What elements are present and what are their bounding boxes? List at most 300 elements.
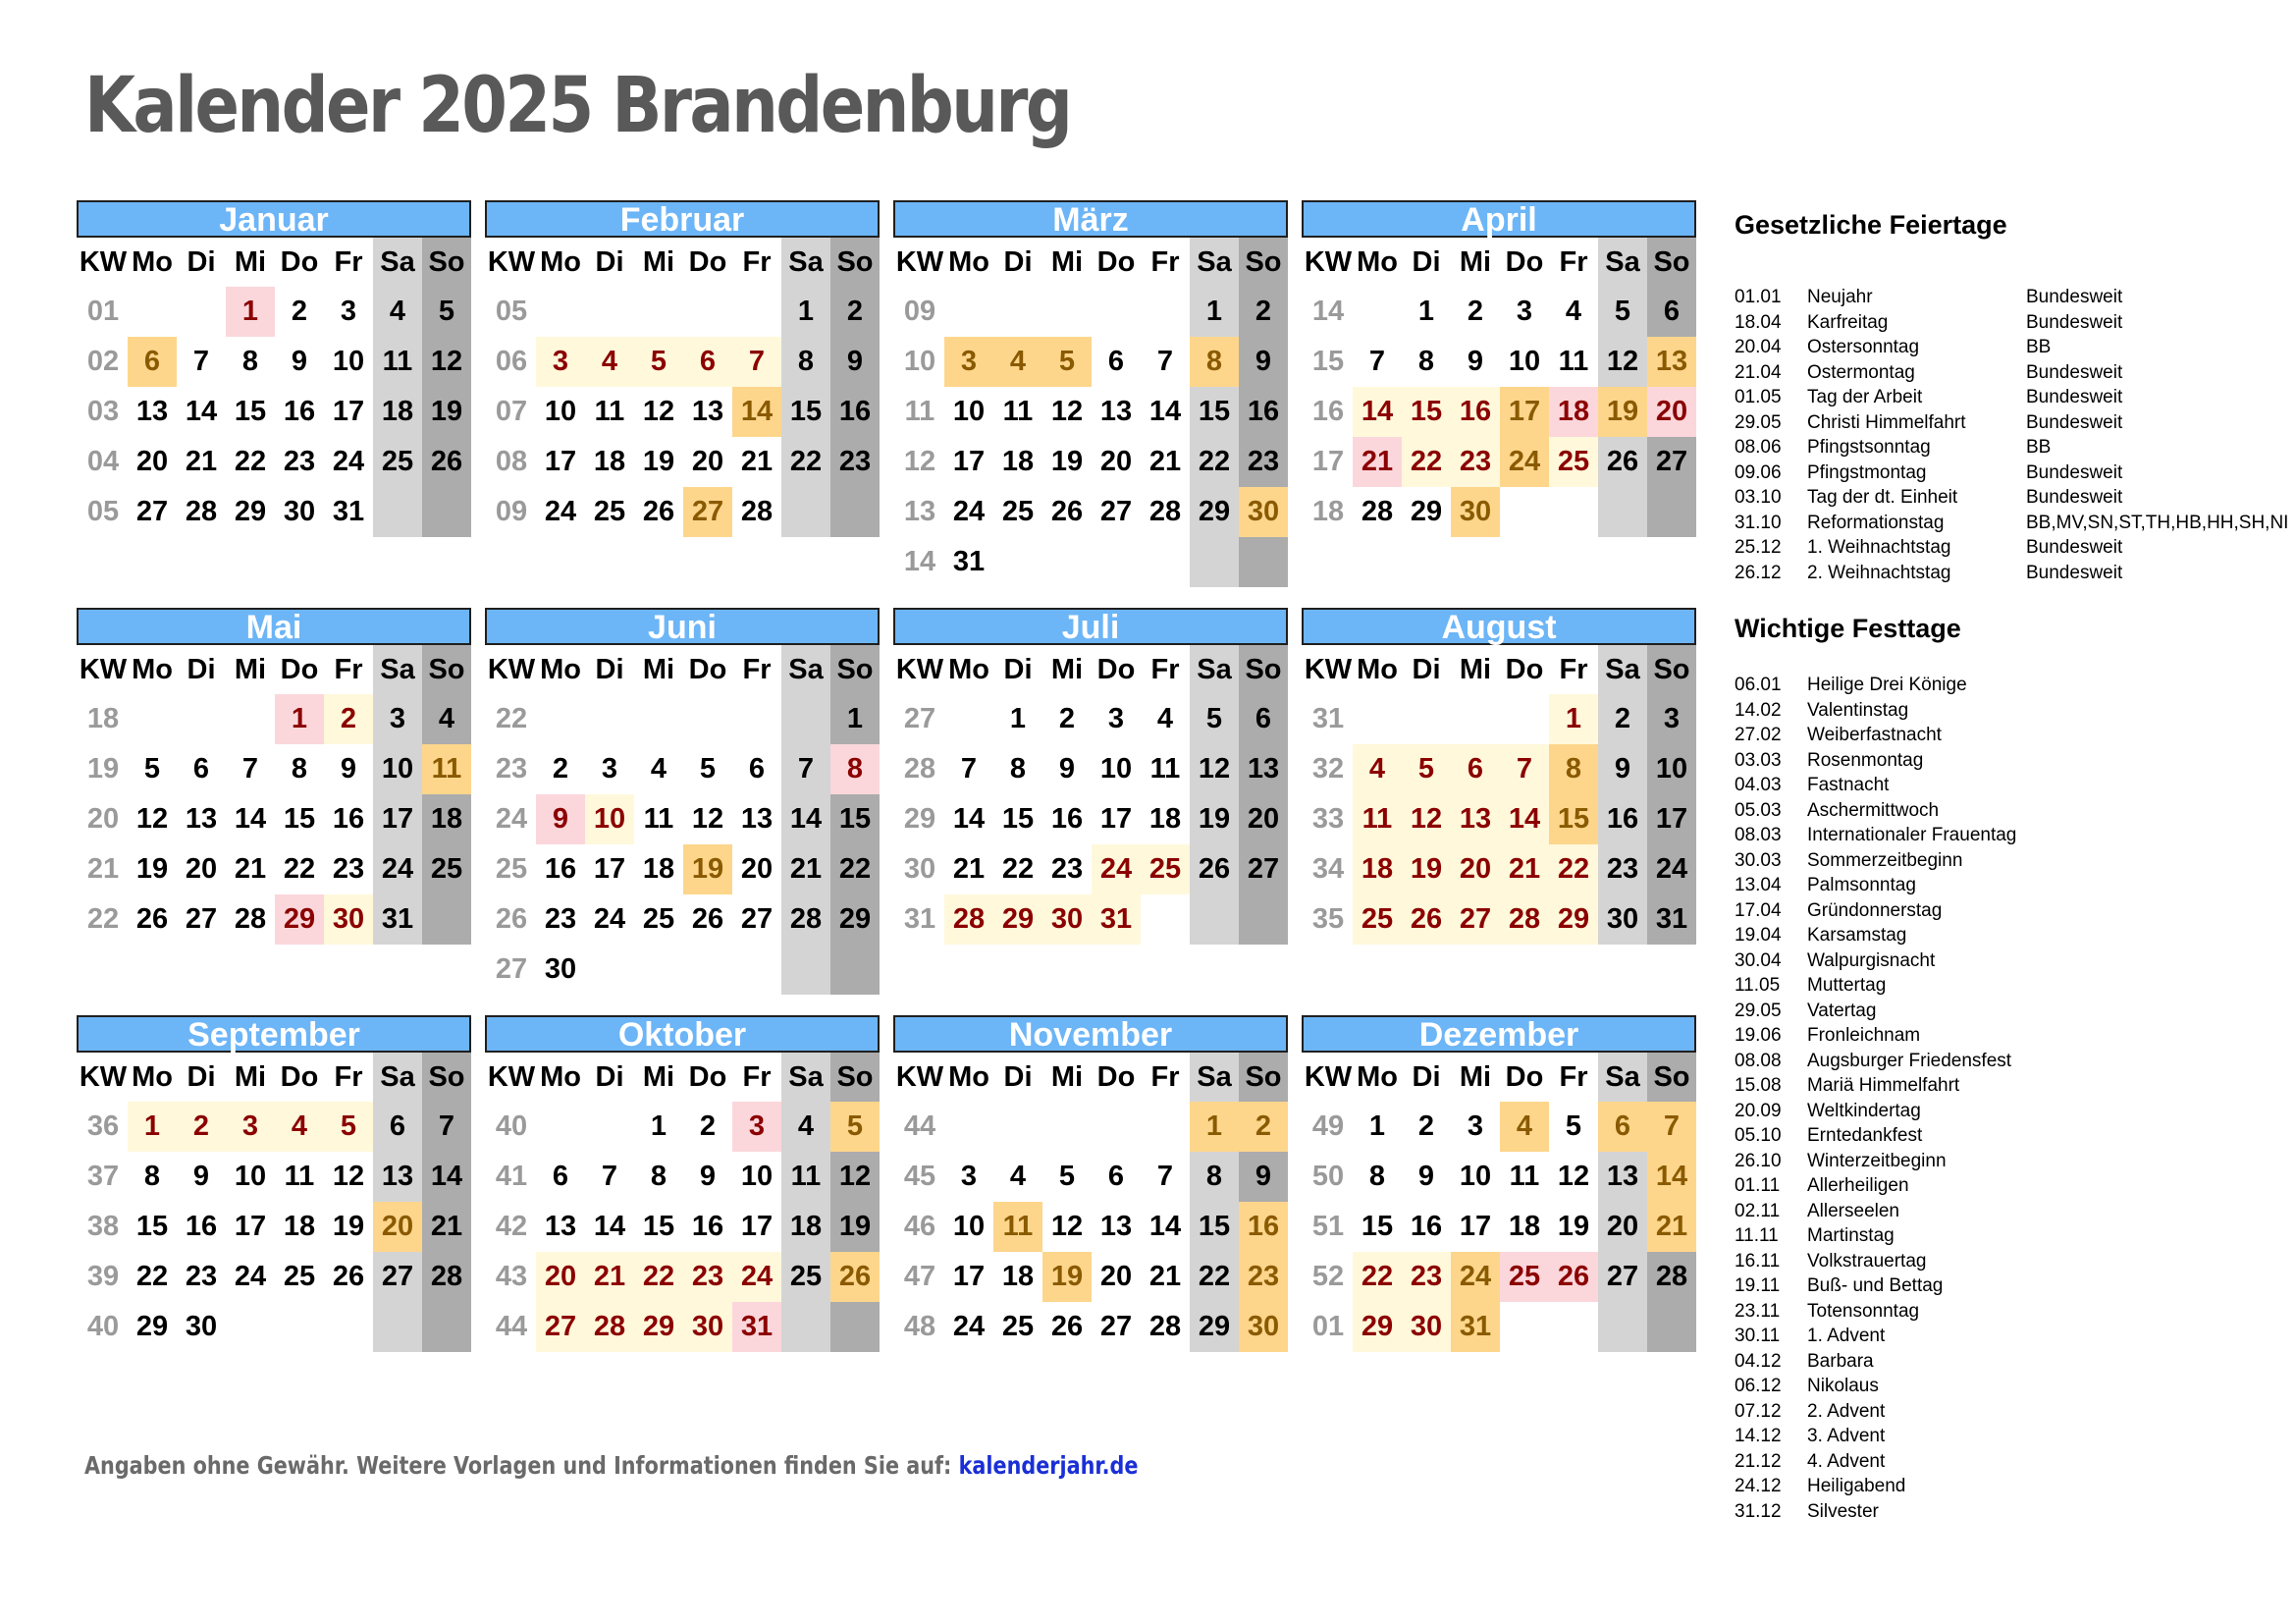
day-cell[interactable]: 15 <box>838 803 872 835</box>
day-cell[interactable]: 20 <box>373 1202 422 1252</box>
day-cell[interactable]: 30 <box>1239 487 1288 537</box>
day-cell[interactable]: 28 <box>234 903 267 935</box>
day-cell[interactable]: 22 <box>1549 844 1598 894</box>
day-cell[interactable]: 1 <box>1417 296 1435 327</box>
day-cell[interactable]: 8 <box>1205 1161 1223 1192</box>
day-cell[interactable]: 22 <box>1353 1252 1402 1302</box>
day-cell[interactable]: 21 <box>1647 1202 1696 1252</box>
day-cell[interactable]: 1 <box>1205 296 1223 327</box>
day-cell[interactable]: 6 <box>1663 296 1681 327</box>
day-cell[interactable]: 24 <box>1655 853 1688 885</box>
day-cell[interactable]: 8 <box>291 753 308 785</box>
day-cell[interactable]: 14 <box>732 387 781 437</box>
day-cell[interactable]: 26 <box>1050 496 1084 527</box>
day-cell[interactable]: 1 <box>650 1110 667 1142</box>
day-cell[interactable]: 14 <box>593 1211 626 1242</box>
day-cell[interactable]: 4 <box>1156 703 1174 734</box>
day-cell[interactable]: 14 <box>1148 1211 1182 1242</box>
day-cell[interactable]: 1 <box>128 1102 177 1152</box>
day-cell[interactable]: 23 <box>283 446 316 477</box>
day-cell[interactable]: 20 <box>1247 803 1280 835</box>
day-cell[interactable]: 11 <box>790 1161 822 1192</box>
day-cell[interactable]: 30 <box>1042 894 1092 945</box>
day-cell[interactable]: 11 <box>1149 753 1181 785</box>
day-cell[interactable]: 4 <box>1353 744 1402 794</box>
day-cell[interactable]: 25 <box>1001 496 1035 527</box>
day-cell[interactable]: 5 <box>1042 337 1092 387</box>
day-cell[interactable]: 30 <box>283 496 316 527</box>
day-cell[interactable]: 23 <box>1050 853 1084 885</box>
day-cell[interactable]: 11 <box>284 1161 315 1192</box>
day-cell[interactable]: 29 <box>993 894 1042 945</box>
day-cell[interactable]: 29 <box>275 894 324 945</box>
day-cell[interactable]: 21 <box>952 853 986 885</box>
day-cell[interactable]: 6 <box>552 1161 569 1192</box>
day-cell[interactable]: 30 <box>1451 487 1500 537</box>
day-cell[interactable]: 5 <box>1205 703 1223 734</box>
day-cell[interactable]: 28 <box>430 1261 463 1292</box>
day-cell[interactable]: 21 <box>789 853 823 885</box>
day-cell[interactable]: 7 <box>601 1161 618 1192</box>
day-cell[interactable]: 29 <box>1549 894 1598 945</box>
day-cell[interactable]: 24 <box>952 1311 986 1342</box>
day-cell[interactable]: 26 <box>642 496 675 527</box>
day-cell[interactable]: 19 <box>1402 844 1451 894</box>
day-cell[interactable]: 12 <box>430 346 463 377</box>
day-cell[interactable]: 25 <box>642 903 675 935</box>
day-cell[interactable]: 11 <box>1509 1161 1540 1192</box>
day-cell[interactable]: 14 <box>952 803 986 835</box>
day-cell[interactable]: 29 <box>838 903 872 935</box>
day-cell[interactable]: 13 <box>1647 337 1696 387</box>
day-cell[interactable]: 15 <box>1198 396 1231 427</box>
day-cell[interactable]: 1 <box>275 694 324 744</box>
day-cell[interactable]: 9 <box>1058 753 1076 785</box>
day-cell[interactable]: 3 <box>601 753 618 785</box>
day-cell[interactable]: 23 <box>1247 446 1280 477</box>
day-cell[interactable]: 8 <box>1368 1161 1386 1192</box>
day-cell[interactable]: 24 <box>1500 437 1549 487</box>
day-cell[interactable]: 31 <box>1092 894 1141 945</box>
day-cell[interactable]: 27 <box>381 1261 414 1292</box>
day-cell[interactable]: 7 <box>192 346 210 377</box>
day-cell[interactable]: 7 <box>732 337 781 387</box>
day-cell[interactable]: 9 <box>1255 1161 1272 1192</box>
day-cell[interactable]: 3 <box>226 1102 275 1152</box>
day-cell[interactable]: 18 <box>1549 387 1598 437</box>
day-cell[interactable]: 2 <box>846 296 864 327</box>
day-cell[interactable]: 18 <box>642 853 675 885</box>
day-cell[interactable]: 11 <box>1558 346 1589 377</box>
day-cell[interactable]: 20 <box>135 446 169 477</box>
day-cell[interactable]: 25 <box>1549 437 1598 487</box>
day-cell[interactable]: 15 <box>789 396 823 427</box>
day-cell[interactable]: 19 <box>642 446 675 477</box>
day-cell[interactable]: 19 <box>1042 1252 1092 1302</box>
day-cell[interactable]: 16 <box>1239 1202 1288 1252</box>
day-cell[interactable]: 25 <box>1353 894 1402 945</box>
day-cell[interactable]: 15 <box>1402 387 1451 437</box>
day-cell[interactable]: 16 <box>283 396 316 427</box>
day-cell[interactable]: 31 <box>1451 1302 1500 1352</box>
day-cell[interactable]: 19 <box>683 844 732 894</box>
day-cell[interactable]: 2 <box>1058 703 1076 734</box>
day-cell[interactable]: 1 <box>846 703 864 734</box>
day-cell[interactable]: 22 <box>1001 853 1035 885</box>
day-cell[interactable]: 23 <box>185 1261 218 1292</box>
day-cell[interactable]: 2 <box>1417 1110 1435 1142</box>
day-cell[interactable]: 1 <box>1190 1102 1239 1152</box>
day-cell[interactable]: 18 <box>1353 844 1402 894</box>
day-cell[interactable]: 30 <box>324 894 373 945</box>
day-cell[interactable]: 24 <box>544 496 577 527</box>
day-cell[interactable]: 18 <box>1148 803 1182 835</box>
day-cell[interactable]: 12 <box>1198 753 1231 785</box>
day-cell[interactable]: 6 <box>748 753 766 785</box>
day-cell[interactable]: 17 <box>593 853 626 885</box>
day-cell[interactable]: 7 <box>1500 744 1549 794</box>
day-cell[interactable]: 13 <box>381 1161 414 1192</box>
day-cell[interactable]: 29 <box>1198 1311 1231 1342</box>
day-cell[interactable]: 22 <box>135 1261 169 1292</box>
day-cell[interactable]: 7 <box>1647 1102 1696 1152</box>
day-cell[interactable]: 8 <box>830 744 880 794</box>
day-cell[interactable]: 23 <box>1606 853 1639 885</box>
day-cell[interactable]: 13 <box>135 396 169 427</box>
day-cell[interactable]: 13 <box>1247 753 1280 785</box>
day-cell[interactable]: 25 <box>1141 844 1190 894</box>
day-cell[interactable]: 13 <box>1606 1161 1639 1192</box>
day-cell[interactable]: 5 <box>324 1102 373 1152</box>
day-cell[interactable]: 13 <box>1099 396 1133 427</box>
day-cell[interactable]: 24 <box>1092 844 1141 894</box>
day-cell[interactable]: 24 <box>593 903 626 935</box>
day-cell[interactable]: 31 <box>381 903 414 935</box>
day-cell[interactable]: 15 <box>1198 1211 1231 1242</box>
day-cell[interactable]: 15 <box>1361 1211 1394 1242</box>
day-cell[interactable]: 19 <box>1198 803 1231 835</box>
day-cell[interactable]: 12 <box>1606 346 1639 377</box>
day-cell[interactable]: 10 <box>1655 753 1688 785</box>
day-cell[interactable]: 7 <box>1156 1161 1174 1192</box>
day-cell[interactable]: 5 <box>143 753 161 785</box>
day-cell[interactable]: 7 <box>438 1110 455 1142</box>
day-cell[interactable]: 28 <box>789 903 823 935</box>
day-cell[interactable]: 3 <box>1467 1110 1484 1142</box>
day-cell[interactable]: 4 <box>1500 1102 1549 1152</box>
day-cell[interactable]: 16 <box>1050 803 1084 835</box>
day-cell[interactable]: 9 <box>536 794 585 844</box>
day-cell[interactable]: 1 <box>1368 1110 1386 1142</box>
day-cell[interactable]: 12 <box>838 1161 872 1192</box>
day-cell[interactable]: 14 <box>789 803 823 835</box>
day-cell[interactable]: 22 <box>234 446 267 477</box>
day-cell[interactable]: 24 <box>732 1252 781 1302</box>
day-cell[interactable]: 3 <box>389 703 406 734</box>
day-cell[interactable]: 2 <box>291 296 308 327</box>
day-cell[interactable]: 9 <box>1614 753 1631 785</box>
day-cell[interactable]: 4 <box>650 753 667 785</box>
day-cell[interactable]: 16 <box>838 396 872 427</box>
day-cell[interactable]: 26 <box>1198 853 1231 885</box>
day-cell[interactable]: 26 <box>1050 1311 1084 1342</box>
day-cell[interactable]: 23 <box>1239 1252 1288 1302</box>
day-cell[interactable]: 30 <box>185 1311 218 1342</box>
day-cell[interactable]: 4 <box>438 703 455 734</box>
day-cell[interactable]: 9 <box>291 346 308 377</box>
day-cell[interactable]: 6 <box>1107 1161 1125 1192</box>
day-cell[interactable]: 10 <box>952 396 986 427</box>
day-cell[interactable]: 25 <box>381 446 414 477</box>
day-cell[interactable]: 27 <box>683 487 732 537</box>
day-cell[interactable]: 13 <box>691 396 724 427</box>
day-cell[interactable]: 14 <box>1500 794 1549 844</box>
day-cell[interactable]: 27 <box>1099 496 1133 527</box>
day-cell[interactable]: 21 <box>1353 437 1402 487</box>
day-cell[interactable]: 9 <box>846 346 864 377</box>
day-cell[interactable]: 1 <box>797 296 815 327</box>
day-cell[interactable]: 21 <box>1148 1261 1182 1292</box>
day-cell[interactable]: 27 <box>1606 1261 1639 1292</box>
day-cell[interactable]: 12 <box>332 1161 365 1192</box>
day-cell[interactable]: 13 <box>185 803 218 835</box>
day-cell[interactable]: 26 <box>332 1261 365 1292</box>
day-cell[interactable]: 18 <box>789 1211 823 1242</box>
day-cell[interactable]: 26 <box>430 446 463 477</box>
day-cell[interactable]: 28 <box>740 496 774 527</box>
day-cell[interactable]: 12 <box>1402 794 1451 844</box>
day-cell[interactable]: 12 <box>642 396 675 427</box>
day-cell[interactable]: 10 <box>585 794 634 844</box>
day-cell[interactable]: 3 <box>732 1102 781 1152</box>
day-cell[interactable]: 13 <box>740 803 774 835</box>
day-cell[interactable]: 27 <box>135 496 169 527</box>
day-cell[interactable]: 4 <box>585 337 634 387</box>
day-cell[interactable]: 29 <box>1353 1302 1402 1352</box>
day-cell[interactable]: 23 <box>332 853 365 885</box>
day-cell[interactable]: 13 <box>1099 1211 1133 1242</box>
day-cell[interactable]: 16 <box>1606 803 1639 835</box>
day-cell[interactable]: 27 <box>740 903 774 935</box>
day-cell[interactable]: 6 <box>683 337 732 387</box>
day-cell[interactable]: 25 <box>283 1261 316 1292</box>
day-cell[interactable]: 3 <box>1663 703 1681 734</box>
day-cell[interactable]: 20 <box>1606 1211 1639 1242</box>
day-cell[interactable]: 26 <box>830 1252 880 1302</box>
day-cell[interactable]: 22 <box>283 853 316 885</box>
day-cell[interactable]: 18 <box>1001 1261 1035 1292</box>
day-cell[interactable]: 22 <box>634 1252 683 1302</box>
day-cell[interactable]: 20 <box>691 446 724 477</box>
day-cell[interactable]: 8 <box>1190 337 1239 387</box>
day-cell[interactable]: 16 <box>1410 1211 1443 1242</box>
day-cell[interactable]: 27 <box>1099 1311 1133 1342</box>
day-cell[interactable]: 2 <box>1255 296 1272 327</box>
day-cell[interactable]: 14 <box>430 1161 463 1192</box>
day-cell[interactable]: 8 <box>1549 744 1598 794</box>
day-cell[interactable]: 21 <box>430 1211 463 1242</box>
day-cell[interactable]: 10 <box>332 346 365 377</box>
day-cell[interactable]: 10 <box>234 1161 267 1192</box>
day-cell[interactable]: 29 <box>1198 496 1231 527</box>
day-cell[interactable]: 30 <box>1239 1302 1288 1352</box>
day-cell[interactable]: 18 <box>283 1211 316 1242</box>
day-cell[interactable]: 22 <box>1198 1261 1231 1292</box>
day-cell[interactable]: 7 <box>1368 346 1386 377</box>
day-cell[interactable]: 21 <box>185 446 218 477</box>
day-cell[interactable]: 17 <box>234 1211 267 1242</box>
day-cell[interactable]: 16 <box>1247 396 1280 427</box>
day-cell[interactable]: 29 <box>234 496 267 527</box>
day-cell[interactable]: 22 <box>1198 446 1231 477</box>
day-cell[interactable]: 3 <box>960 1161 978 1192</box>
day-cell[interactable]: 21 <box>740 446 774 477</box>
day-cell[interactable]: 17 <box>1655 803 1688 835</box>
day-cell[interactable]: 17 <box>1099 803 1133 835</box>
day-cell[interactable]: 21 <box>585 1252 634 1302</box>
day-cell[interactable]: 20 <box>1647 387 1696 437</box>
day-cell[interactable]: 15 <box>234 396 267 427</box>
day-cell[interactable]: 10 <box>381 753 414 785</box>
day-cell[interactable]: 5 <box>634 337 683 387</box>
day-cell[interactable]: 7 <box>797 753 815 785</box>
day-cell[interactable]: 16 <box>185 1211 218 1242</box>
day-cell[interactable]: 27 <box>185 903 218 935</box>
day-cell[interactable]: 25 <box>1500 1252 1549 1302</box>
day-cell[interactable]: 4 <box>993 337 1042 387</box>
day-cell[interactable]: 30 <box>683 1302 732 1352</box>
day-cell[interactable]: 19 <box>135 853 169 885</box>
day-cell[interactable]: 27 <box>536 1302 585 1352</box>
day-cell[interactable]: 12 <box>691 803 724 835</box>
day-cell[interactable]: 17 <box>952 1261 986 1292</box>
day-cell[interactable]: 13 <box>544 1211 577 1242</box>
day-cell[interactable]: 28 <box>1500 894 1549 945</box>
day-cell[interactable]: 15 <box>135 1211 169 1242</box>
day-cell[interactable]: 8 <box>241 346 259 377</box>
day-cell[interactable]: 11 <box>422 744 471 794</box>
day-cell[interactable]: 26 <box>1402 894 1451 945</box>
day-cell[interactable]: 31 <box>332 496 365 527</box>
day-cell[interactable]: 27 <box>1247 853 1280 885</box>
day-cell[interactable]: 27 <box>1451 894 1500 945</box>
day-cell[interactable]: 20 <box>740 853 774 885</box>
day-cell[interactable]: 28 <box>585 1302 634 1352</box>
day-cell[interactable]: 29 <box>1410 496 1443 527</box>
day-cell[interactable]: 17 <box>740 1211 774 1242</box>
day-cell[interactable]: 23 <box>838 446 872 477</box>
day-cell[interactable]: 28 <box>1361 496 1394 527</box>
day-cell[interactable]: 26 <box>1549 1252 1598 1302</box>
day-cell[interactable]: 2 <box>1467 296 1484 327</box>
day-cell[interactable]: 23 <box>683 1252 732 1302</box>
day-cell[interactable]: 7 <box>241 753 259 785</box>
day-cell[interactable]: 10 <box>1099 753 1133 785</box>
day-cell[interactable]: 20 <box>1099 446 1133 477</box>
day-cell[interactable]: 1 <box>1009 703 1027 734</box>
day-cell[interactable]: 7 <box>1156 346 1174 377</box>
day-cell[interactable]: 25 <box>789 1261 823 1292</box>
day-cell[interactable]: 5 <box>1058 1161 1076 1192</box>
day-cell[interactable]: 10 <box>740 1161 774 1192</box>
day-cell[interactable]: 11 <box>382 346 413 377</box>
day-cell[interactable]: 31 <box>952 546 986 577</box>
day-cell[interactable]: 11 <box>1002 396 1034 427</box>
day-cell[interactable]: 8 <box>1417 346 1435 377</box>
day-cell[interactable]: 8 <box>143 1161 161 1192</box>
day-cell[interactable]: 15 <box>642 1211 675 1242</box>
day-cell[interactable]: 20 <box>536 1252 585 1302</box>
day-cell[interactable]: 29 <box>634 1302 683 1352</box>
day-cell[interactable]: 5 <box>830 1102 880 1152</box>
day-cell[interactable]: 25 <box>1001 1311 1035 1342</box>
day-cell[interactable]: 15 <box>1549 794 1598 844</box>
day-cell[interactable]: 15 <box>283 803 316 835</box>
day-cell[interactable]: 8 <box>650 1161 667 1192</box>
day-cell[interactable]: 4 <box>389 296 406 327</box>
day-cell[interactable]: 11 <box>643 803 674 835</box>
day-cell[interactable]: 19 <box>332 1211 365 1242</box>
day-cell[interactable]: 9 <box>1255 346 1272 377</box>
day-cell[interactable]: 5 <box>1614 296 1631 327</box>
day-cell[interactable]: 9 <box>699 1161 717 1192</box>
day-cell[interactable]: 5 <box>1402 744 1451 794</box>
day-cell[interactable]: 5 <box>1565 1110 1582 1142</box>
day-cell[interactable]: 11 <box>1353 794 1402 844</box>
day-cell[interactable]: 17 <box>1500 387 1549 437</box>
day-cell[interactable]: 1 <box>226 287 275 337</box>
day-cell[interactable]: 28 <box>185 496 218 527</box>
day-cell[interactable]: 22 <box>838 853 872 885</box>
day-cell[interactable]: 6 <box>128 337 177 387</box>
day-cell[interactable]: 16 <box>691 1211 724 1242</box>
day-cell[interactable]: 10 <box>1459 1161 1492 1192</box>
day-cell[interactable]: 24 <box>1451 1252 1500 1302</box>
day-cell[interactable]: 26 <box>135 903 169 935</box>
day-cell[interactable]: 18 <box>1508 1211 1541 1242</box>
day-cell[interactable]: 18 <box>1001 446 1035 477</box>
day-cell[interactable]: 19 <box>838 1211 872 1242</box>
day-cell[interactable]: 1 <box>1549 694 1598 744</box>
day-cell[interactable]: 14 <box>234 803 267 835</box>
day-cell[interactable]: 10 <box>1508 346 1541 377</box>
day-cell[interactable]: 3 <box>1107 703 1125 734</box>
day-cell[interactable]: 8 <box>797 346 815 377</box>
day-cell[interactable]: 12 <box>135 803 169 835</box>
day-cell[interactable]: 17 <box>952 446 986 477</box>
day-cell[interactable]: 24 <box>381 853 414 885</box>
day-cell[interactable]: 6 <box>1255 703 1272 734</box>
day-cell[interactable]: 3 <box>536 337 585 387</box>
day-cell[interactable]: 24 <box>952 496 986 527</box>
day-cell[interactable]: 21 <box>1148 446 1182 477</box>
day-cell[interactable]: 16 <box>332 803 365 835</box>
day-cell[interactable]: 16 <box>1451 387 1500 437</box>
day-cell[interactable]: 26 <box>1606 446 1639 477</box>
day-cell[interactable]: 20 <box>185 853 218 885</box>
day-cell[interactable]: 8 <box>1009 753 1027 785</box>
day-cell[interactable]: 14 <box>1353 387 1402 437</box>
day-cell[interactable]: 23 <box>1451 437 1500 487</box>
day-cell[interactable]: 11 <box>594 396 625 427</box>
day-cell[interactable]: 19 <box>1598 387 1647 437</box>
day-cell[interactable]: 12 <box>1050 396 1084 427</box>
day-cell[interactable]: 30 <box>544 953 577 985</box>
day-cell[interactable]: 17 <box>1459 1211 1492 1242</box>
day-cell[interactable]: 2 <box>1614 703 1631 734</box>
day-cell[interactable]: 17 <box>381 803 414 835</box>
day-cell[interactable]: 28 <box>1148 496 1182 527</box>
